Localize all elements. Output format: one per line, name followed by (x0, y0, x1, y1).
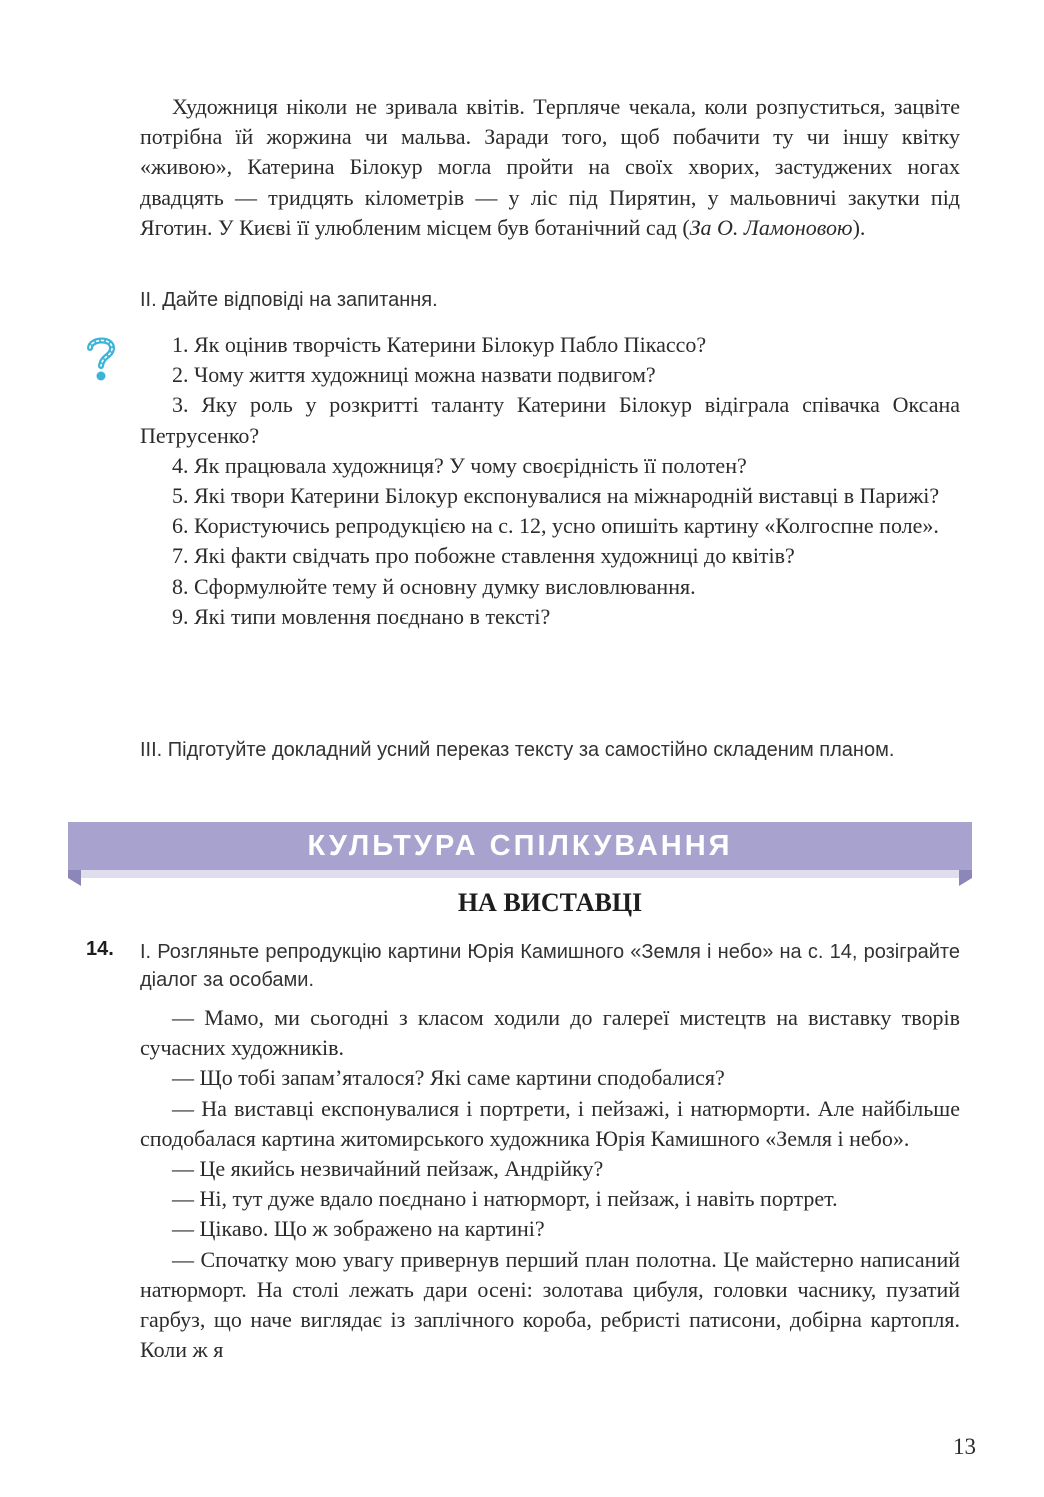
dialog-line: — Це якийсь незвичайний пейзаж, Андрійку? (172, 1156, 604, 1182)
question-mark-icon (84, 334, 118, 382)
question-item: 1. Як оцінив творчість Катерини Білокур Пабло Пікассо? (172, 332, 707, 357)
intro-source: За О. Ламоновою (689, 214, 853, 240)
exercise-number: 14. (86, 938, 114, 960)
dialog-line: — На виставці експонувалися і портрети, і пейзажі, і натюрморти. Але найбільше сподобалася картина житомирського художника Юрія Камишного «Земля і небо». (140, 1095, 960, 1151)
intro-text-end: ). (852, 214, 866, 240)
dialog-line: — Ні, тут дуже вдало поєднано і натюрморт, і пейзаж, і навіть портрет. (172, 1186, 838, 1212)
dialog-line: — Що тобі запам’яталося? Які саме картини сподобалися? (172, 1065, 725, 1091)
task-2-heading: ІІ. Дайте відповіді на запитання. (140, 289, 438, 311)
dialog-line: — Мамо, ми сьогодні з класом ходили до галереї мистецтв на виставку творів сучасних художників. (140, 1005, 960, 1061)
page-number: 13 (953, 1434, 976, 1459)
dialog-line: — Цікаво. Що ж зображено на картині? (172, 1216, 545, 1242)
question-item: 3. Яку роль у розкритті таланту Катерини Білокур відіграла співачка Оксана Петрусенко? (140, 392, 960, 448)
question-item: 8. Сформулюйте тему й основну думку висловлювання. (172, 573, 696, 599)
question-item: 2. Чому життя художниці можна назвати подвигом? (172, 362, 656, 388)
intro-paragraph (140, 92, 960, 243)
task-3-heading: ІІІ. Підготуйте докладний усний переказ тексту за самостійно складеним планом. (140, 739, 895, 761)
questions-list (140, 330, 960, 632)
question-item: 9. Які типи мовлення поєднано в тексті? (172, 603, 551, 629)
dialog (140, 1003, 960, 1365)
question-item: 4. Як працювала художниця? У чому своєрідність її полотен? (172, 452, 747, 478)
section-title: НА ВИСТАВЦІ (457, 888, 643, 917)
intro-text: Художниця ніколи не зривала квітів. Терпляче чекала, коли розпуститься, зацвіте потрібна їй жоржина чи мальва. Заради того, щоб побачити ту чи іншу квітку «живою», Катерина Білокур могла пройти на своїх хворих, застуджених ногах двадцять — тридцять кілометрів — у ліс під Пирятин, у мальовничі закутки під Яготин. У Києві її улюбленим місцем був ботанічний сад ( (140, 94, 960, 240)
exercise-instruction: І. Розгляньте репродукцію картини Юрія Камишного «Земля і небо» на с. 14, розіграйте діалог за особами. (140, 941, 960, 991)
question-item: 5. Які твори Катерини Білокур експонувалися на міжнародній виставці в Парижі? (172, 483, 940, 509)
question-item: 6. Користуючись репродукцією на с. 12, усно опишіть картину «Колгоспне поле». (172, 513, 939, 539)
question-item: 7. Які факти свідчать про побожне ставлення художниці до квітів? (172, 543, 795, 569)
banner-title: КУЛЬТУРА СПІЛКУВАННЯ (307, 830, 733, 862)
dialog-line: — Спочатку мою увагу привернув перший план полотна. Це майстерно написаний натюрморт. На столі лежать дари осені: золотава цибуля, головки часнику, пузатий гарбуз, що наче виглядає із заплічного короба, ребристі патисони, добірна картопля. Коли ж я (140, 1246, 960, 1363)
